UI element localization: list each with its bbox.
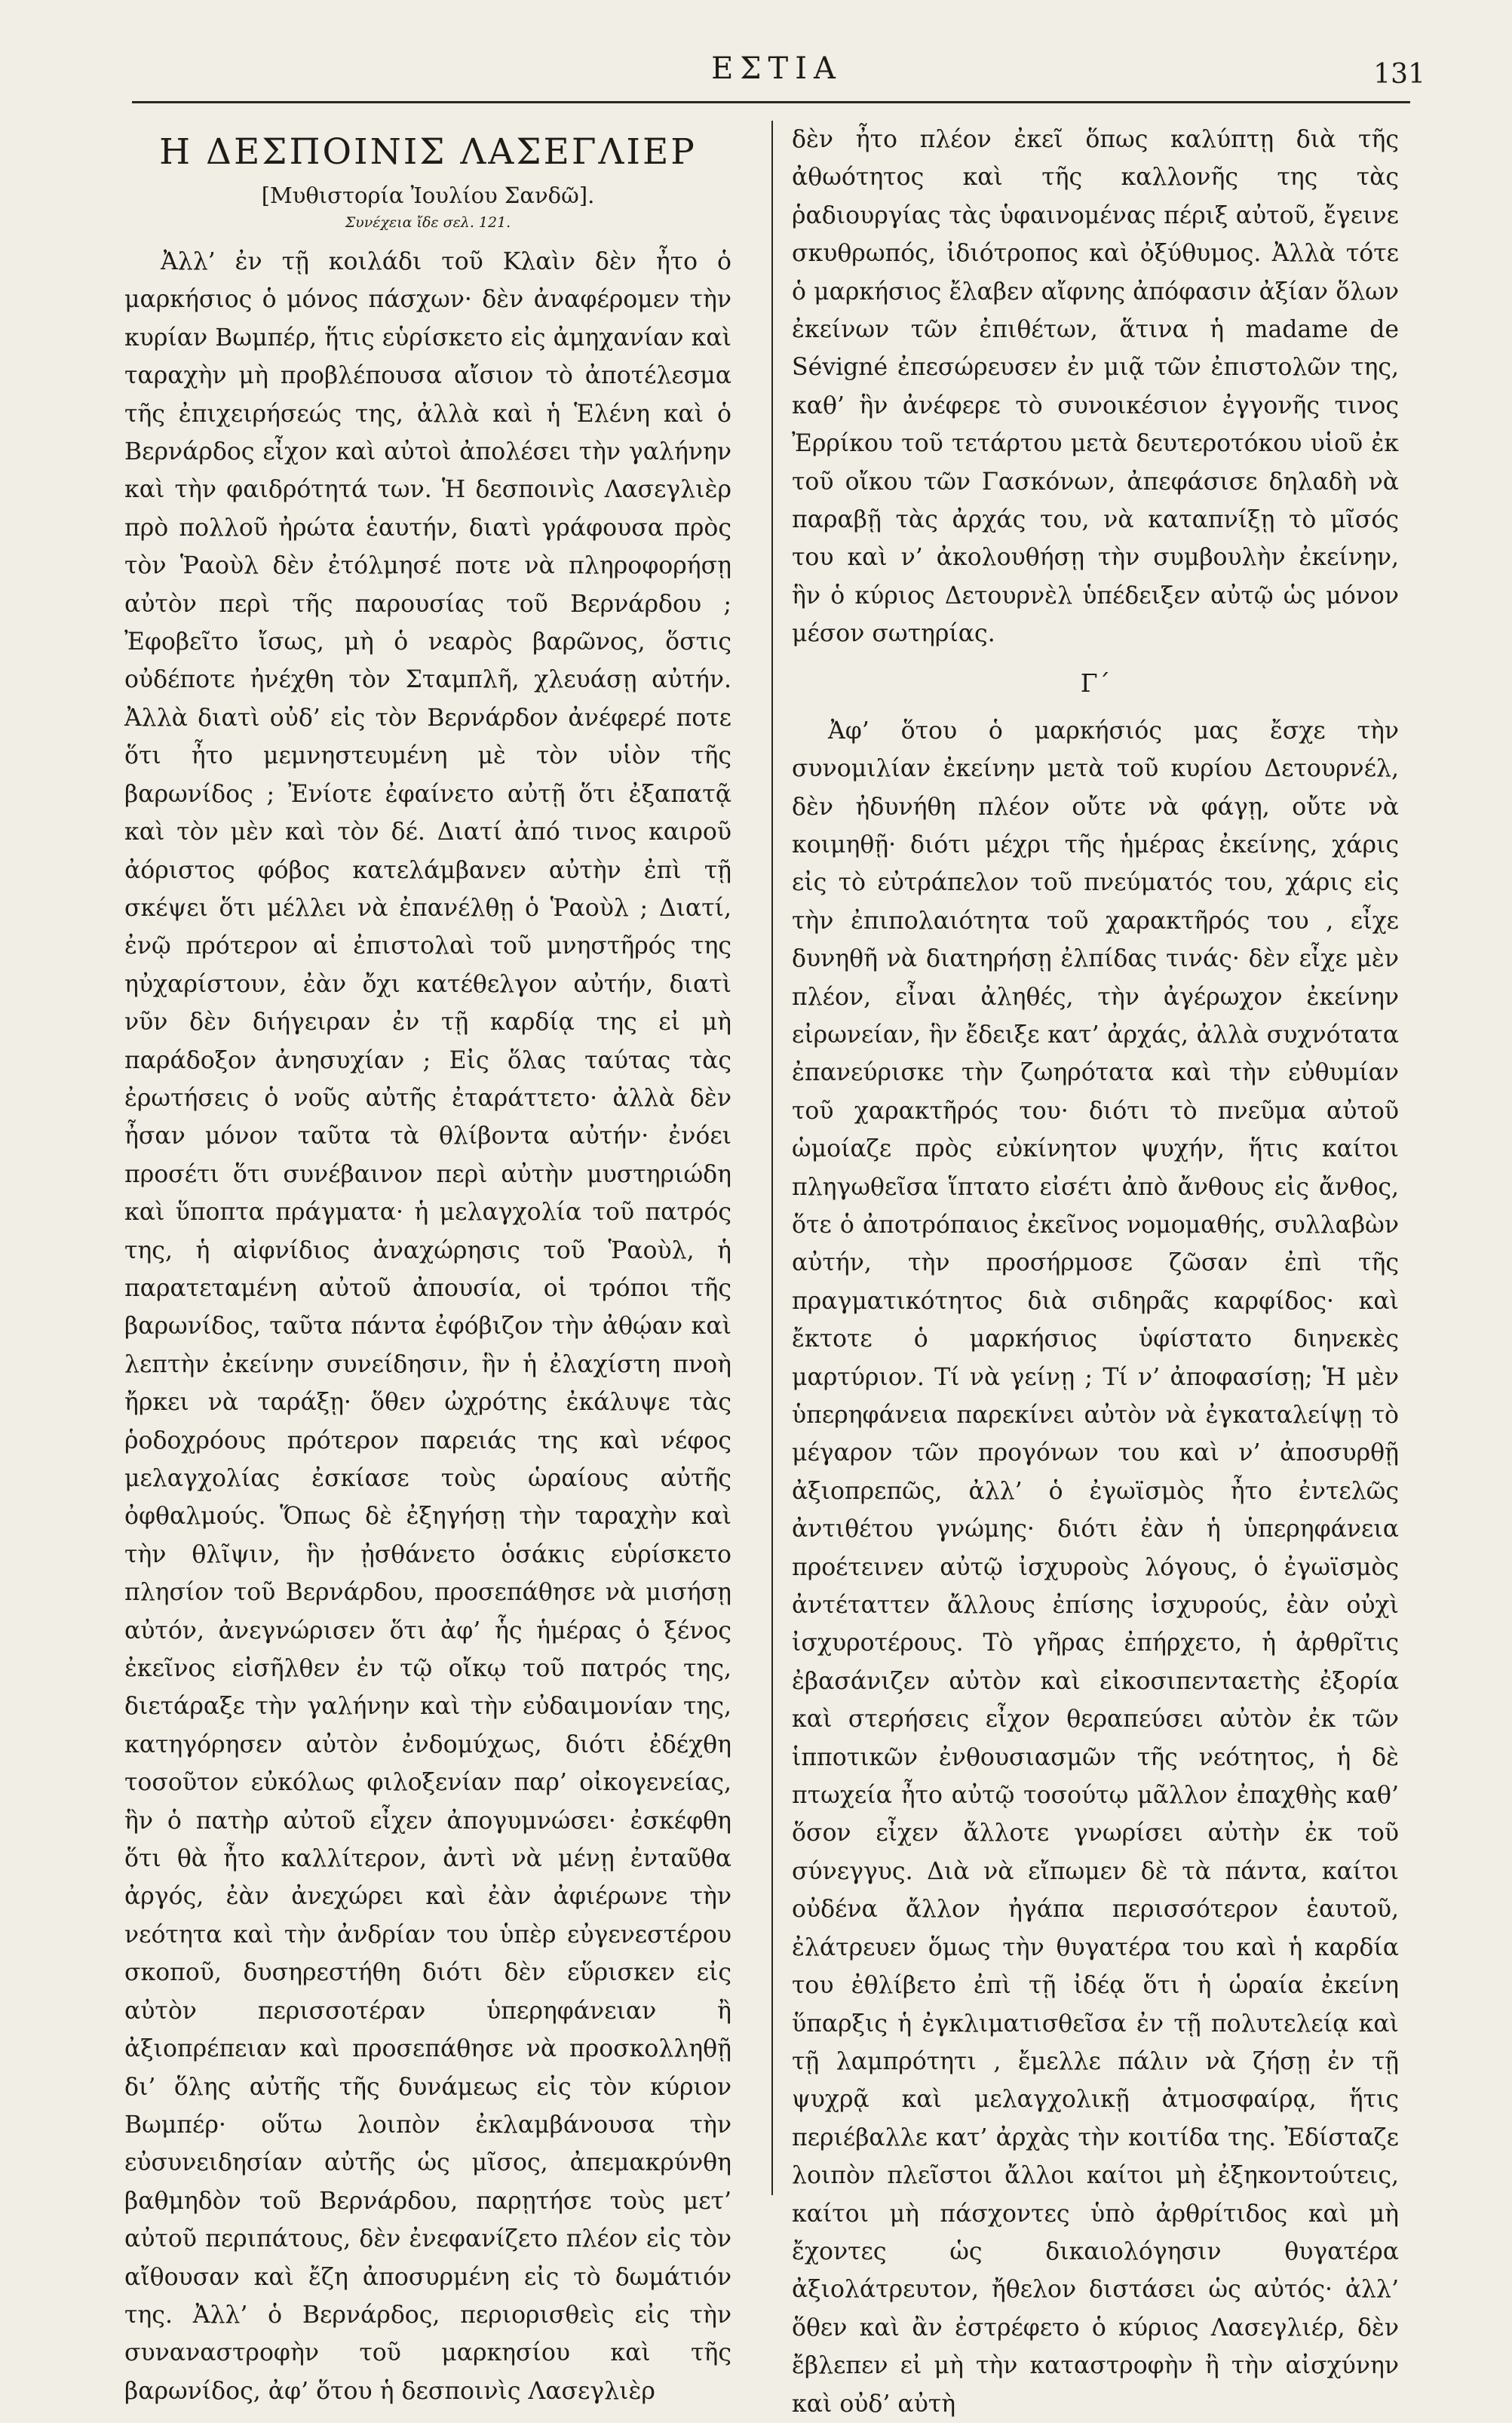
- column-divider: [771, 121, 773, 2195]
- running-head: [128, 51, 1425, 89]
- right-column: [792, 121, 1399, 2418]
- left-column-text: Ἀλλ’ ἐν τῇ κοιλάδι τοῦ Κλαὶν δὲν ἦτο ὁ μαρκήσιος ὁ μόνος πάσχων· δὲν ἀναφέρομεν τὴν κυρίαν Βωμπέρ, ἥτις εὑρίσκετο εἰς ἀμηχανίαν καὶ ταραχὴν μὴ προβλέπουσα αἴσιον τὸ ἀποτέλεσμα τῆς ἐπιχειρήσεώς της, ἀλλὰ καὶ ἡ Ἑλένη καὶ ὁ Βερνάρδος εἶχον καὶ αὐτοὶ ἀπολέσει τὴν γαλήνην καὶ τὴν φαιδρότητά των. Ἡ δεσποινὶς Λασεγλιὲρ πρὸ πολλοῦ ἠρώτα ἑαυτήν, διατὶ γράφουσα πρὸς τὸν Ῥαοὺλ δὲν ἐτόλμησέ ποτε νὰ πληροφορήσῃ αὐτὸν περὶ τῆς παρουσίας τοῦ Βερνάρδου ; Ἐφοβεῖτο ἴσως, μὴ ὁ νεαρὸς βαρῶνος, ὅστις οὐδέποτε ἠνέχθη τὸν Σταμπλῆ, χλευάσῃ αὐτήν. Ἀλλὰ διατὶ οὐδ’ εἰς τὸν Βερνάρδον ἀνέφερέ ποτε ὅτι ἦτο μεμνηστευμένη μὲ τὸν υἱὸν τῆς βαρωνίδος ; Ἐνίοτε ἐφαίνετο αὐτῇ ὅτι ἐξαπατᾷ καὶ τὸν μὲν καὶ τὸν δέ. Διατί ἀπό τινος καιροῦ ἀόριστος φόβος κατελάμβανεν αὐτὴν ἐπὶ τῇ σκέψει ὅτι μέλλει νὰ ἐπανέλθῃ ὁ Ῥαοὺλ ; Διατί, ἐνῷ πρότερον αἱ ἐπιστολαὶ τοῦ μνηστῆρός της ηὐχαρίστουν, ἐὰν ὄχι κατέθελγον αὐτήν, διατὶ νῦν δὲν διήγειραν ἐν τῇ καρδίᾳ της εἰ μὴ παράδοξον ἀνησυχίαν ; Εἰς ὅλας ταύτας τὰς ἐρωτήσεις ὁ νοῦς αὐτῆς ἐταράττετο· ἀλλὰ δὲν ἦσαν μόνον ταῦτα τὰ θλίβοντα αὐτήν· ἐνόει προσέτι ὅτι συνέβαινον περὶ αὐτὴν μυστηριώδη καὶ ὕποπτα πράγματα· ἡ μελαγχολία τοῦ πατρός της, ἡ αἰφνίδιος ἀναχώρησις τοῦ Ῥαοὺλ, ἡ παρατεταμένη αὐτοῦ ἀπουσία, οἱ τρόποι τῆς βαρωνίδος, ταῦτα πάντα ἐφόβιζον τὴν ἀθῴαν καὶ λεπτὴν ἐκείνην συνείδησιν, ἣν ἡ ἐλαχίστη πνοὴ ἤρκει νὰ ταράξῃ· ὅθεν ὠχρότης ἐκάλυψε τὰς ῥοδοχρόους πρότερον παρειάς της καὶ νέφος μελαγχολίας ἐσκίασε τοὺς ὡραίους αὐτῆς ὀφθαλμούς. Ὅπως δὲ ἐξηγήσῃ τὴν ταραχὴν καὶ τὴν θλῖψιν, ἣν ᾐσθάνετο ὁσάκις εὑρίσκετο πλησίον τοῦ Βερνάρδου, προσεπάθησε νὰ μισήσῃ αὐτόν, ἀνεγνώρισεν ὅτι ἀφ’ ἧς ἡμέρας ὁ ξένος ἐκεῖνος εἰσῆλθεν ἐν τῷ οἴκῳ τοῦ πατρός της, διετάραξε τὴν γαλήνην καὶ τὴν εὐδαιμονίαν της, κατηγόρησεν αὐτὸν ἐνδομύχως, διότι ἐδέχθη τοσοῦτον εὐκόλως φιλοξενίαν παρ’ οἰκογενείας, ἣν ὁ πατὴρ αὐτοῦ εἶχεν ἀπογυμνώσει· ἐσκέφθη ὅτι θὰ ἦτο καλλίτερον, ἀντὶ νὰ μένῃ ἐνταῦθα ἀργός, ἐὰν ἀνεχώρει καὶ ἐὰν ἀφιέρωνε τὴν νεότητα καὶ τὴν ἀνδρίαν του ὑπὲρ εὐγενεστέρου σκοποῦ, δυσηρεστήθη διότι δὲν εὕρισκεν εἰς αὐτὸν περισσοτέραν ὑπερηφάνειαν ἢ ἀξιοπρέπειαν καὶ προσεπάθησε νὰ προσκολληθῇ δι’ ὅλης αὐτῆς τῆς δυνάμεως εἰς τὸν κύριον Βωμπέρ· οὕτω λοιπὸν ἐκλαμβάνουσα τὴν εὐσυνειδησίαν αὐτῆς ὡς μῖσος, ἀπεμακρύνθη βαθμηδὸν τοῦ Βερνάρδου, παρῃτήσε τοὺς μετ’ αὐτοῦ περιπάτους, δὲν ἐνεφανίζετο πλέον εἰς τὸν αἴθουσαν καὶ ἔζη ἀποσυρμένη εἰς τὸ δωμάτιόν της. Ἀλλ’ ὁ Βερνάρδος, περιορισθεὶς εἰς τὴν συναναστροφὴν τοῦ μαρκησίου καὶ τῆς βαρωνίδος, ἀφ’ ὅτου ἡ δεσποινὶς Λασεγλιὲρ: [124, 248, 731, 2405]
- running-title: ΕΣΤΙΑ: [711, 51, 842, 86]
- left-column: [124, 121, 731, 2405]
- section-number: Γ΄: [1080, 668, 1111, 698]
- continuation-note: Συνέχεια ἴδε σελ. 121.: [345, 214, 511, 231]
- header-rule: [132, 101, 1410, 103]
- page-number: 131: [1373, 59, 1425, 90]
- right-column-text-top: δὲν ἦτο πλέον ἐκεῖ ὅπως καλύπτῃ διὰ τῆς ἀθωότητος καὶ τῆς καλλονῆς της τὰς ῥαδιουργίας τὰς ὑφαινομένας πέριξ αὐτοῦ, ἔγεινε σκυθρωπός, ἰδιότροπος καὶ ὀξύθυμος. Ἀλλὰ τότε ὁ μαρκήσιος ἔλαβεν αἴφνης ἀπόφασιν ἀξίαν ὅλων ἐκείνων τῶν ἐπιθέτων, ἅτινα ἡ madame de Sévigné ἐπεσώρευσεν ἐν μιᾷ τῶν ἐπιστολῶν της, καθ’ ἣν ἀνέφερε τὸ συνοικέσιον ἐγγονῆς τινος Ἐρρίκου τοῦ τετάρτου μετὰ δευτεροτόκου υἱοῦ ἐκ τοῦ οἴκου τῶν Γασκόνων, ἀπεφάσισε δηλαδὴ νὰ παραβῇ τὰς ἀρχάς του, νὰ καταπνίξῃ τὸ μῖσός του καὶ ν’ ἀκολουθήσῃ τὴν συμβουλὴν ἐκείνην, ἣν ὁ κύριος Δετουρνὲλ ὑπέδειξεν αὐτῷ ὡς μόνον μέσον σωτηρίας.: [792, 126, 1399, 648]
- story-title: Η ΔΕΣΠΟΙΝΙΣ ΛΑΣΕΓΛΙΕΡ: [159, 131, 697, 173]
- right-column-text-bottom: Ἀφ’ ὅτου ὁ μαρκήσιός μας ἔσχε τὴν συνομιλίαν ἐκείνην μετὰ τοῦ κυρίου Δετουρνέλ, δὲν ἠδυνήθη πλέον οὔτε νὰ φάγῃ, οὔτε νὰ κοιμηθῇ· διότι μέχρι τῆς ἡμέρας ἐκείνης, χάρις εἰς τὸ εὐτράπελον τοῦ πνεύματός του, χάρις εἰς τὴν ἐπιπολαιότητα τοῦ χαρακτῆρός του , εἶχε δυνηθῆ νὰ διατηρήσῃ ἐλπίδας τινάς· δὲν εἶχε μὲν πλέον, εἶναι ἀληθές, τὴν ἀγέρωχον ἐκείνην εἰρωνείαν, ἣν ἔδειξε κατ’ ἀρχάς, ἀλλὰ συχνότατα ἐπανεύρισκε τὴν ζωηρότατα καὶ τὴν εὐθυμίαν τοῦ χαρακτῆρός του· διότι τὸ πνεῦμα αὐτοῦ ὡμοίαζε πρὸς εὐκίνητον ψυχήν, ἥτις καίτοι πληγωθεῖσα ἵπτατο εἰσέτι ἀπὸ ἄνθους εἰς ἄνθος, ὅτε ὁ ἀποτρόπαιος ἐκεῖνος νομομαθής, συλλαβὼν αὐτήν, τὴν προσήρμοσε ζῶσαν ἐπὶ τῆς πραγματικότητος διὰ σιδηρᾶς καρφίδος· καὶ ἔκτοτε ὁ μαρκήσιος ὑφίστατο διηνεκὲς μαρτύριον. Τί νὰ γείνῃ ; Τί ν’ ἀποφασίσῃ; Ἡ μὲν ὑπερηφάνεια παρεκίνει αὐτὸν νὰ ἐγκαταλείψῃ τὸ μέγαρον τῶν προγόνων του καὶ ν’ ἀποσυρθῇ ἀξιοπρεπῶς, ἀλλ’ ὁ ἐγωϊσμὸς ἦτο ἐντελῶς ἀντιθέτου γνώμης· διότι ἐὰν ἡ ὑπερηφάνεια προέτεινεν αὐτῷ ἰσχυροὺς λόγους, ὁ ἐγωϊσμὸς ἀντέταττεν ἄλλους ἐπίσης ἰσχυρούς, ἐὰν οὐχὶ ἰσχυροτέρους. Τὸ γῆρας ἐπήρχετο, ἡ ἀρθρῖτις ἐβασάνιζεν αὐτὸν καὶ εἰκοσιπενταετὴς ἐξορία καὶ στερήσεις εἶχον θεραπεύσει αὐτὸν ἐκ τῶν ἱπποτικῶν ἐνθουσιασμῶν τῆς νεότητος, ἡ δὲ πτωχεία ἦτο αὐτῷ τοσούτῳ μᾶλλον ἐπαχθὴς καθ’ ὅσον εἶχεν ἄλλοτε γνωρίσει αὐτὴν ἐκ τοῦ σύνεγγυς. Διὰ νὰ εἴπωμεν δὲ τὰ πάντα, καίτοι οὐδένα ἄλλον ἠγάπα περισσότερον ἑαυτοῦ, ἐλάτρευεν ὅμως τὴν θυγατέρα του καὶ ἡ καρδία του ἐθλίβετο ἐπὶ τῇ ἰδέᾳ ὅτι ἡ ὡραία ἐκείνη ὕπαρξις ἡ ἐγκλιματισθεῖσα ἐν τῇ πολυτελείᾳ καὶ τῇ λαμπρότητι , ἔμελλε πάλιν νὰ ζήσῃ ἐν τῇ ψυχρᾷ καὶ μελαγχολικῇ ἀτμοσφαίρᾳ, ἥτις περιέβαλλε κατ’ ἀρχὰς τὴν κοιτίδα της. Ἐδίσταζε λοιπὸν πλεῖστοι ἄλλοι καίτοι μὴ ἐξηκοντούτεις, καίτοι μὴ πάσχοντες ὑπὸ ἀρθρίτιδος καὶ μὴ ἔχοντες ὡς δικαιολόγησιν θυγατέρα ἀξιολάτρευτον, ἤθελον διστάσει ὡς αὐτός· ἀλλ’ ὅθεν καὶ ἂν ἐστρέφετο ὁ κύριος Λασεγλιέρ, δὲν ἔβλεπεν εἰ μὴ τὴν καταστροφὴν ἢ τὴν αἰσχύνην καὶ οὐδ’ αὐτὴ: [792, 717, 1399, 2418]
- story-subtitle: [Μυθιστορία Ἰουλίου Σανδῶ].: [261, 183, 595, 208]
